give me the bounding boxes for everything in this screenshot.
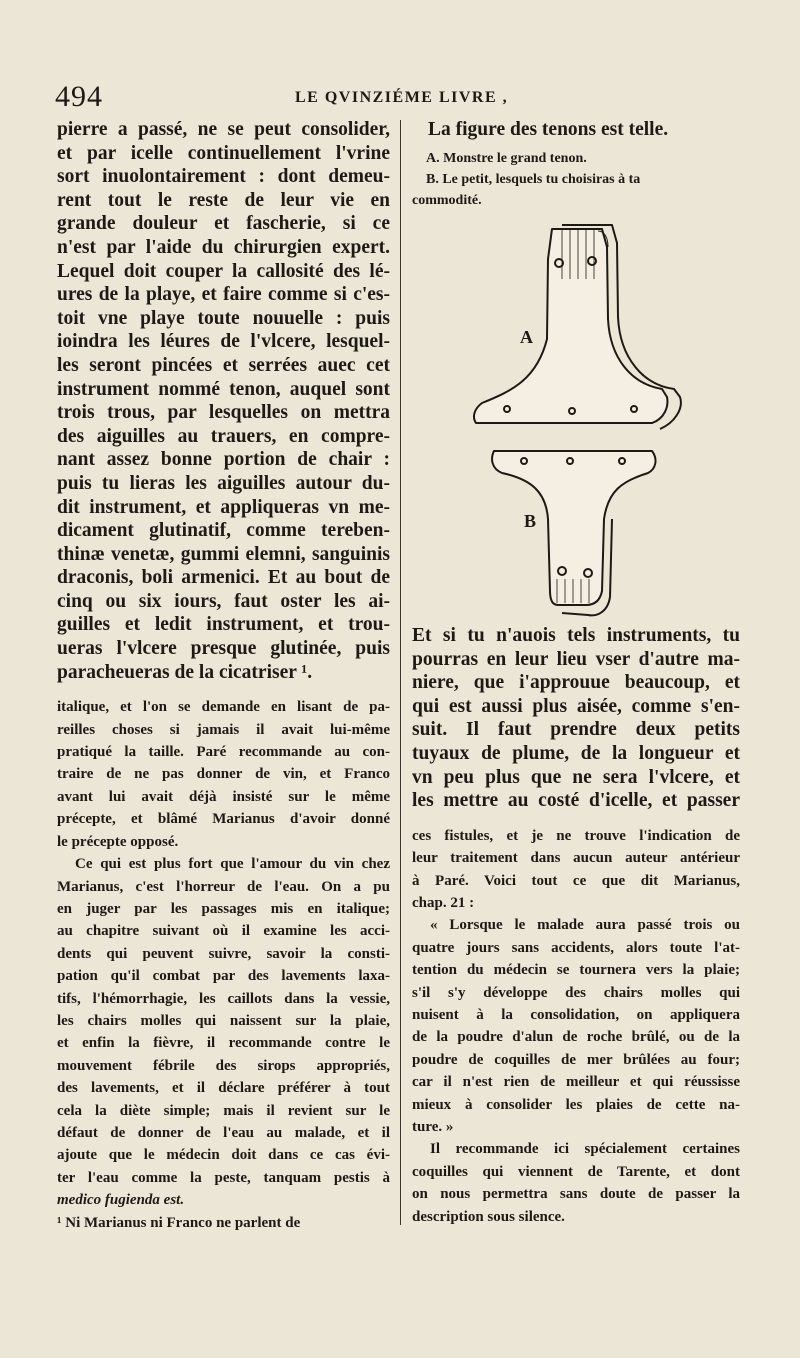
note-line: précepte, et blâmé Marianus d'avoir donné [57,811,390,828]
note-line: Marianus, c'est l'horreur de l'eau. On a pu [57,878,390,895]
note-line: poudre de coquilles de mer brûlées au four; [412,1051,740,1068]
text-line: vn peu plus que ne sera l'vlcere, et [412,766,740,788]
note-line: s'il s'y développe des chairs molles qui [412,984,740,1001]
note-line: dents qui peuvent suivre, savoir la consti- [57,945,390,962]
note-line: « Lorsque le malade aura passé trois ou [430,917,740,934]
note-line: quatre jours sans accidents, alors toute l'at- [412,939,740,956]
note-line: pation qu'il combat par des lavements laxa- [57,968,390,985]
note-line: mieux à consolider les plaies de cette na- [412,1096,740,1113]
text-line: instrument nommé tenon, auquel sont [57,378,390,400]
note-line: traire de ne pas donner de vin, et Franco [57,766,390,783]
figure-legend-a: A. Monstre le grand tenon. [426,151,587,166]
text-line: ures de la playe, et faire comme si c'es- [57,284,390,306]
text-line: nant assez bonne portion de chair : [57,449,390,471]
right-note-paragraph-3 [412,1138,740,1228]
text-line: grande douleur et fascherie, si ce [57,213,390,235]
text-line: pierre a passé, ne se peut consolider, [57,119,390,140]
note-line: le précepte opposé. [57,833,179,850]
text-line: paracheueras de la cicatriser ¹. [57,661,313,683]
note-line: description sous silence. [412,1208,565,1225]
note-line: cela la diète simple; mais il revient sur le [57,1102,390,1119]
text-line: Lequel doit couper la callosité des lé- [57,260,390,282]
note-line: chap. 21 : [412,894,475,911]
right-main-text [412,624,740,813]
figure-legend-b: B. Le petit, lesquels tu choisiras à ta [426,172,641,187]
text-line: thinæ venetæ, gummi elemni, sanguinis [57,543,390,565]
text-line: qui est aussi plus aisée, comme s'en- [412,695,740,717]
text-line: niere, que i'approuue beaucoup, et [412,672,740,694]
figure-label-a: A [520,327,533,347]
note-line: car il n'est rien de meilleur et qui réussisse [412,1074,740,1091]
note-line: avant lui avait déjà insisté sur le même [57,788,390,805]
note-line: à Paré. Voici tout ce que dit Marianus, [412,872,740,889]
right-note-paragraph-2 [412,914,740,1138]
text-line: dit instrument, et appliqueras vn me- [57,496,390,518]
right-column [412,118,740,1228]
left-note-paragraph-1 [57,696,390,853]
text-line: puis tu lieras les aiguilles autour du- [57,472,390,494]
note-line: ajoute que le médecin doit dans ce cas évi- [57,1147,390,1164]
note-line: de la poudre d'alun de roche brûlé, ou de la [412,1029,740,1046]
text-line: les mettre au costé d'icelle, et passer [412,790,740,812]
figure-label-b: B [524,511,537,531]
note-line: italique, et l'on se demande en lisant de pa- [57,699,390,716]
text-line: guilles et ledit instrument, et trou- [57,614,390,636]
right-note-paragraph-1 [412,825,740,915]
footnote: ¹ Ni Marianus ni Franco ne parlent de [57,1214,301,1231]
text-line: n'est par l'aide du chirurgien expert. [57,236,390,258]
text-line: rent tout le reste de leur vie en [57,189,390,211]
text-line: des aiguilles au trauers, en compre- [57,425,390,447]
note-line: tention du médecin se tournera vers la plaie; [412,962,740,979]
text-line: pourras en leur lieu vser d'autre ma- [412,648,740,670]
figure-title: La figure des tenons est telle. [428,119,669,140]
text-line: tuyaux de plume, de la longueur et [412,742,740,764]
note-line: Il recommande ici spécialement certaines [430,1141,740,1158]
note-line: au chapitre suivant où il examine les acci- [57,923,390,940]
note-line: ter l'eau comme la peste, tanquam pestis à [57,1169,390,1186]
note-line: on nous permettra sans doute de passer la [412,1186,740,1203]
tenon-figure [412,219,740,624]
text-line: ueras l'vlcere presque glutinée, puis [57,638,390,660]
text-line: dicament glutinatif, comme tereben- [57,520,390,542]
note-line: défaut de donner de l'eau au malade, et il [57,1124,390,1141]
large-tenon-outline [474,229,667,423]
text-line: draconis, boli armenici. Et au bout de [57,567,390,589]
page-header [55,80,745,116]
small-tenon-outline [492,451,655,605]
note-line: les chairs molles qui naissent sur la plaie, [57,1012,390,1029]
left-note-paragraph-2 [57,853,390,1212]
page-number: 494 [55,80,103,113]
text-line: ioindra les léures de l'vlcere, lesquel- [57,331,390,353]
text-line: et par icelle continuellement l'vrine [57,142,390,164]
tenon-illustration [412,219,740,624]
note-line: leur traitement dans aucun auteur antérieur [412,850,740,867]
note-line: des lavements, et il déclare préférer à tout [57,1080,390,1097]
note-line: ture. » [412,1119,454,1136]
note-line: medico fugienda est. [57,1192,185,1209]
text-line: toit vne playe toute nouuelle : puis [57,307,390,329]
left-main-text [57,118,390,684]
note-line: pratiqué la taille. Paré recommande au con- [57,744,390,761]
note-line: reilles choses si jamais il avait lui-même [57,721,390,738]
text-line: suit. Il faut prendre deux petits [412,719,740,741]
figure-legend-b-cont: commodité. [412,193,482,208]
note-line: et enfin la fièvre, il recommande contre le [57,1035,390,1052]
running-head: LE QVINZIÉME LIVRE , [295,89,509,106]
text-line: Et si tu n'auois tels instruments, tu [412,625,740,646]
note-line: Ce qui est plus fort que l'amour du vin chez [75,856,390,873]
text-line: cinq ou six iours, faut oster les ai- [57,590,390,612]
text-line: sort inuolontairement : dont demeu- [57,166,390,188]
column-divider [400,120,401,1225]
note-line: coquilles qui viennent de Tarente, et dont [412,1163,740,1180]
left-column [57,118,390,1234]
note-line: mouvement fébrile des sirops appropriés, [57,1057,390,1074]
note-line: en juger par les passages mis en italique; [57,900,390,917]
note-line: nuisent à la consolidation, on appliquera [412,1007,740,1023]
text-line: les seront pincées et serrées auec cet [57,354,390,376]
note-line: tifs, l'hémorrhagie, les caillots dans la vessie, [57,990,390,1007]
text-line: trois trous, par lesquelles on mettra [57,402,390,424]
note-line: ces fistules, et je ne trouve l'indication de [412,827,740,844]
